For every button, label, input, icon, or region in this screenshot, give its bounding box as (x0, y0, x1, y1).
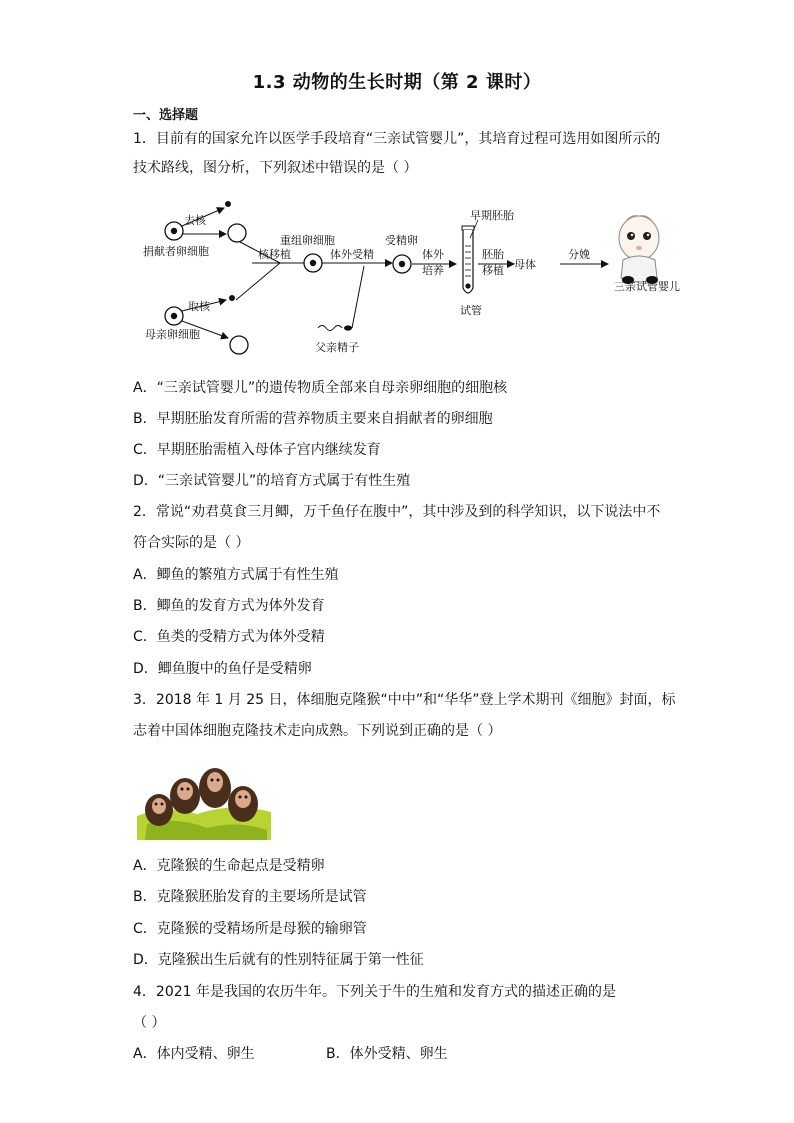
mother-nucleus-dot (229, 295, 235, 301)
q4-stem-line-2: （ ） (133, 1015, 166, 1031)
q2-option-d: D．鲫鱼腹中的鱼仔是受精卵 (133, 661, 312, 677)
delivery-label: 分娩 (568, 248, 590, 261)
q1-stem-line-1: 1．目前有的国家允许以医学手段培育“三亲试管婴儿”，其培育过程可选用如图所示的 (133, 131, 661, 147)
test-tube-label: 试管 (460, 304, 482, 317)
q1-stem-line-2: 技术路线，图分析，下列叙述中错误的是（ ） (133, 160, 418, 176)
q2-stem-line-2: 符合实际的是（ ） (133, 535, 250, 551)
q2-option-c: C．鱼类的受精方式为体外受精 (133, 629, 325, 645)
q1-option-b: B．早期胚胎发育所需的营养物质主要来自捐献者的卵细胞 (133, 411, 493, 427)
q4-option-b: B．体外受精、卵生 (326, 1046, 448, 1062)
donor-egg-cell-icon (165, 222, 183, 240)
q1-option-a: A．“三亲试管婴儿”的遗传物质全部来自母亲卵细胞的细胞核 (133, 380, 508, 396)
q3-option-b: B．克隆猴胚胎发育的主要场所是试管 (133, 889, 367, 905)
embryo-transfer-label-1: 胚胎 (482, 248, 504, 261)
page-title: 1.3 动物的生长时期（第 2 课时） (252, 72, 542, 93)
three-parent-ivf-diagram (140, 188, 700, 363)
remove-nucleus-label: 去核 (184, 214, 206, 227)
embryo-transfer-label-2: 移植 (482, 264, 504, 277)
father-sperm-label: 父亲精子 (315, 341, 359, 354)
mother-egg-label: 母亲卵细胞 (145, 328, 200, 341)
take-nucleus-label: 取核 (188, 300, 210, 313)
q2-stem-line-1: 2．常说“劝君莫食三月鲫，万千鱼仔在腹中”，其中涉及到的科学知识，以下说法中不 (133, 504, 661, 520)
q3-option-a: A．克隆猴的生命起点是受精卵 (133, 858, 325, 874)
mother-egg-cell-icon (165, 307, 183, 325)
baby-icon (619, 216, 659, 284)
mother-empty-cell-icon (230, 336, 248, 354)
in-vitro-fertilization-label: 体外受精 (330, 248, 374, 261)
q3-option-d: D．克隆猴出生后就有的性别特征属于第一性征 (133, 952, 424, 968)
q3-stem-line-2: 志着中国体细胞克隆技术走向成熟。下列说到正确的是（ ） (133, 723, 502, 739)
fertilized-egg-label: 受精卵 (385, 234, 418, 247)
section-heading: 一、选择题 (133, 108, 199, 123)
reconstructed-egg-label: 重组卵细胞 (280, 234, 335, 247)
donor-nucleus-dot (225, 201, 231, 207)
donor-egg-label: 捐献者卵细胞 (143, 245, 209, 258)
baby-label: 三亲试管婴儿 (614, 280, 680, 293)
in-vitro-culture-label-1: 体外 (422, 248, 444, 261)
q1-option-c: C．早期胚胎需植入母体子宫内继续发育 (133, 442, 381, 458)
nucleus-merge-line (236, 263, 280, 300)
q4-stem-line-1: 4．2021 年是我国的农历牛年。下列关于牛的生殖和发育方式的描述正确的是 (133, 984, 616, 1000)
sperm-line (352, 266, 364, 328)
in-vitro-culture-label-2: 培养 (422, 264, 444, 277)
enucleated-egg-icon (228, 224, 246, 242)
sperm-icon (318, 325, 352, 330)
q2-option-a: A．鲫鱼的繁殖方式属于有性生殖 (133, 567, 339, 583)
q3-option-c: C．克隆猴的受精场所是母猴的输卵管 (133, 921, 367, 937)
fertilized-egg-icon (393, 255, 411, 273)
mother-body-label: 母体 (514, 258, 536, 271)
q4-option-a: A．体内受精、卵生 (133, 1046, 255, 1062)
q2-option-b: B．鲫鱼的发育方式为体外发育 (133, 598, 325, 614)
q3-stem-line-1: 3．2018 年 1 月 25 日，体细胞克隆猴“中中”和“华华”登上学术期刊《细胞》封面，标 (133, 692, 676, 708)
reconstructed-egg-icon (304, 254, 322, 272)
early-embryo-label: 早期胚胎 (470, 209, 514, 222)
test-tube-icon (462, 226, 474, 293)
q1-option-d: D．“三亲试管婴儿”的培育方式属于有性生殖 (133, 473, 411, 489)
cloned-monkeys-photo (137, 754, 271, 840)
nuclear-transfer-label: 核移植 (258, 248, 291, 261)
